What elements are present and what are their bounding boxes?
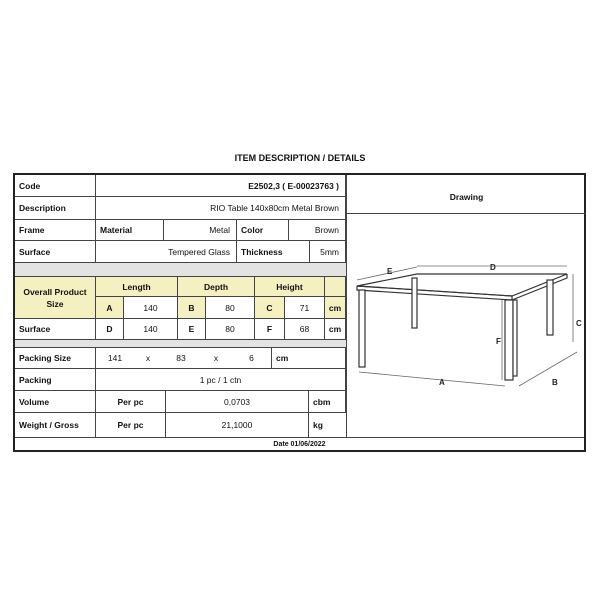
spec-sheet	[13, 173, 586, 452]
material-label: Material	[96, 220, 164, 241]
table-drawing	[347, 214, 585, 436]
label-f: F	[496, 337, 501, 346]
packing-value: 1 pc / 1 ctn	[96, 369, 346, 391]
frame-label: Frame	[15, 220, 96, 241]
dim-b-value: 80	[206, 297, 255, 319]
table-leg	[359, 290, 365, 367]
label-e: E	[387, 267, 393, 276]
weight-per: Per pc	[96, 413, 166, 437]
weight-value: 21,1000	[166, 413, 309, 437]
description-label: Description	[15, 197, 96, 220]
row-separator	[15, 263, 346, 277]
overall-unit: cm	[325, 297, 346, 319]
table-leg	[412, 278, 417, 328]
packing-width: 83	[162, 348, 200, 369]
volume-label: Volume	[15, 391, 96, 413]
dim-c-value: 71	[285, 297, 325, 319]
description-value: RIO Table 140x80cm Metal Brown	[96, 197, 346, 220]
table-leg	[505, 300, 513, 380]
dim-c-letter: C	[255, 297, 285, 319]
color-value: Brown	[289, 220, 346, 241]
length-header: Length	[96, 277, 178, 297]
label-d: D	[490, 263, 496, 272]
packing-size-label: Packing Size	[15, 348, 96, 369]
volume-unit: cbm	[309, 391, 346, 413]
dim-e-letter: E	[178, 319, 206, 340]
date-footer: Date 01/06/2022	[15, 437, 584, 451]
dim-b-letter: B	[178, 297, 206, 319]
surface-value: Tempered Glass	[96, 241, 237, 263]
dim-d-value: 140	[124, 319, 178, 340]
drawing-panel	[346, 175, 586, 437]
surface-dims-unit: cm	[325, 319, 346, 340]
packing-size-unit: cm	[272, 348, 346, 369]
color-label: Color	[237, 220, 289, 241]
dim-d-letter: D	[96, 319, 124, 340]
depth-header: Depth	[178, 277, 255, 297]
packing-x1: x	[134, 348, 162, 369]
unit-header-blank	[325, 277, 346, 297]
thickness-value: 5mm	[310, 241, 346, 263]
drawing-title: Drawing	[449, 192, 484, 202]
packing-x2: x	[200, 348, 232, 369]
dim-e-value: 80	[206, 319, 255, 340]
packing-height: 6	[232, 348, 272, 369]
dim-a-letter: A	[96, 297, 124, 319]
dim-f-value: 68	[285, 319, 325, 340]
label-b: B	[552, 378, 558, 387]
table-leg	[547, 280, 553, 335]
height-header: Height	[255, 277, 325, 297]
dim-f-letter: F	[255, 319, 285, 340]
label-c: C	[576, 319, 582, 328]
row-separator	[15, 340, 346, 348]
surface-label: Surface	[15, 241, 96, 263]
page-title: ITEM DESCRIPTION / DETAILS	[234, 153, 366, 163]
dim-a-value: 140	[124, 297, 178, 319]
packing-label: Packing	[15, 369, 96, 391]
volume-value: 0,0703	[166, 391, 309, 413]
overall-size-label: Overall Product Size	[15, 277, 96, 319]
weight-label: Weight / Gross	[15, 413, 96, 437]
packing-length: 141	[96, 348, 134, 369]
code-value: E2502,3 ( E-00023763 )	[96, 175, 346, 197]
weight-unit: kg	[313, 420, 323, 430]
material-value: Metal	[164, 220, 237, 241]
volume-per: Per pc	[96, 391, 166, 413]
surface-dims-label: Surface	[15, 319, 96, 340]
code-label: Code	[15, 175, 96, 197]
label-a: A	[439, 378, 445, 387]
thickness-label: Thickness	[237, 241, 310, 263]
